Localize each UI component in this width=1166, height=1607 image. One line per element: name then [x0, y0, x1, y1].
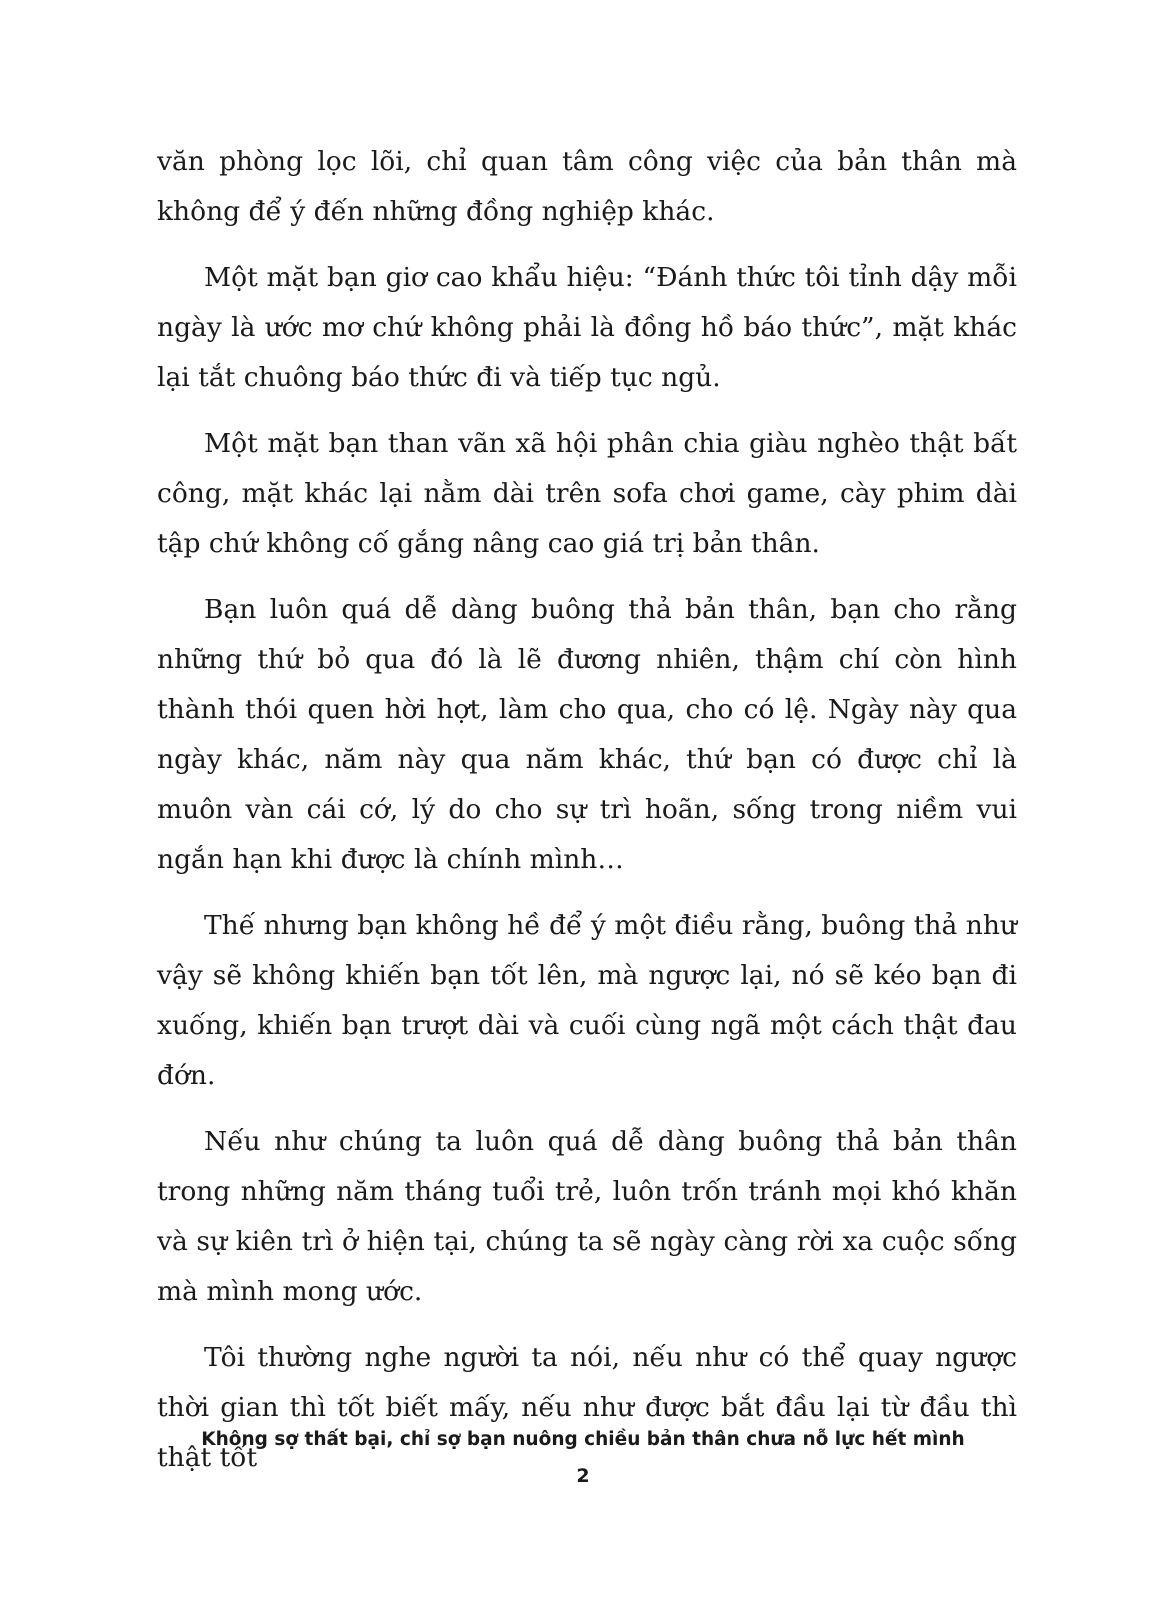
paragraph-indulgence: Bạn luôn quá dễ dàng buông thả bản thân, bạn cho rằng những thứ bỏ qua đó là lẽ đương nhiên, thậm chí còn hình thành thói quen hời hợt, làm cho qua, cho có lệ. Ngày này qua ngày khác, năm này qua năm khác, thứ bạn có được chỉ là muôn vàn cái cớ, lý do cho sự trì hoãn, sống trong niềm vui ngắn hạn khi được là chính mình…	[157, 594, 1017, 875]
paragraph-complaint: Một mặt bạn than vãn xã hội phân chia giàu nghèo thật bất công, mặt khác lại nằm dài trên sofa chơi game, cày phim dài tập chứ không cố gắng nâng cao giá trị bản thân.	[157, 428, 1017, 559]
page-body	[157, 137, 1017, 1499]
paragraph-consequence: Thế nhưng bạn không hề để ý một điều rằng, buông thả như vậy sẽ không khiến bạn tốt lên, mà ngược lại, nó sẽ kéo bạn đi xuống, khiến bạn trượt dài và cuối cùng ngã một cách thật đau đớn.	[157, 910, 1017, 1091]
paragraph-rewind: Tôi thường nghe người ta nói, nếu như có thể quay ngược thời gian thì tốt biết mấy, nếu như được bắt đầu lại từ đầu thì thật tốt	[157, 1342, 1017, 1473]
page-number: 2	[576, 1465, 590, 1487]
paragraph-slogan: Một mặt bạn giơ cao khẩu hiệu: “Đánh thức tôi tỉnh dậy mỗi ngày là ước mơ chứ không phải là đồng hồ báo thức”, mặt khác lại tắt chuông báo thức đi và tiếp tục ngủ.	[157, 262, 1017, 393]
paragraph-youth: Nếu như chúng ta luôn quá dễ dàng buông thả bản thân trong những năm tháng tuổi trẻ, luôn trốn tránh mọi khó khăn và sự kiên trì ở hiện tại, chúng ta sẽ ngày càng rời xa cuộc sống mà mình mong ước.	[157, 1126, 1017, 1307]
running-footer-title: Không sợ thất bại, chỉ sợ bạn nuông chiều bản thân chưa nỗ lực hết mình	[201, 1429, 965, 1450]
paragraph-continued: văn phòng lọc lõi, chỉ quan tâm công việc của bản thân mà không để ý đến những đồng nghiệp khác.	[157, 146, 1017, 227]
